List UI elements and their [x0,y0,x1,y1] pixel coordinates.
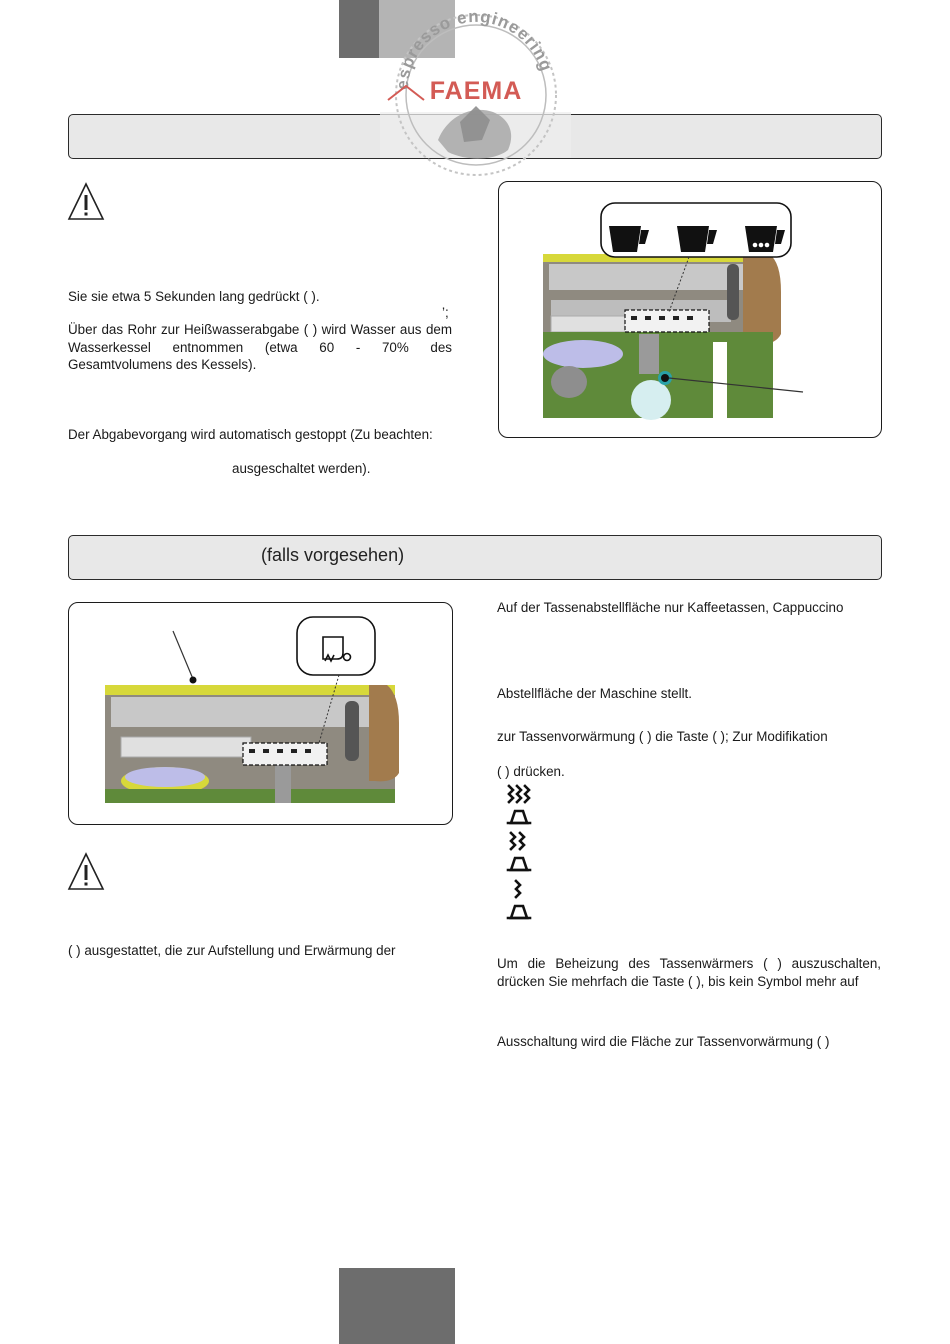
paragraph: Ausschaltung wird die Fläche zur Tassenvorwärmung ( ) [497,1034,830,1049]
section-title: (falls vorgesehen) [261,545,405,565]
figure-hot-water [498,181,882,438]
heat-level-2-icon [505,830,533,874]
paragraph: Sie sie etwa 5 Sekunden lang gedrückt ( ). [68,289,320,304]
heat-level-1-icon [505,878,533,922]
paragraph-fragment: ’; [442,305,449,320]
logo-brand: FAEMA [429,77,523,105]
logo-arc-text: espresso engineering [392,6,557,91]
warning-triangle-icon [67,182,105,222]
paragraph: ausgeschaltet werden). [232,461,371,476]
paragraph: zur Tassenvorwärmung ( ) die Taste ( ); Zur Modifikation [497,729,828,744]
machine-illustration-cup-warmer [69,603,452,824]
paragraph: Abstellfläche der Maschine stellt. [497,686,693,701]
faema-watermark-logo [378,0,573,185]
figure-cup-warmer [68,602,453,825]
section-banner-2 [68,535,882,580]
footer-tab [339,1268,455,1344]
paragraph: Über das Rohr zur Heißwasserabgabe ( ) wird Wasser aus dem Wasserkessel entnommen (etwa 60 - 70% des Gesamtvolumens des Kessels). [68,322,452,372]
paragraph: Auf der Tassenabstellfläche nur Kaffeetassen, Cappuccino [497,600,844,615]
paragraph: Um die Beheizung des Tassenwärmers ( ) auszuschalten, drücken Sie mehrfach die Taste ( ), bis kein Symbol mehr auf [497,956,881,989]
warning-triangle-icon [67,852,105,892]
paragraph: Der Abgabevorgang wird automatisch gestoppt (Zu beachten: [68,427,433,442]
machine-illustration-hot-water [499,182,881,437]
heat-level-3-icon [505,783,533,827]
paragraph: ( ) ausgestattet, die zur Aufstellung und Erwärmung der [68,943,396,958]
paragraph: ( ) drücken. [497,764,565,779]
